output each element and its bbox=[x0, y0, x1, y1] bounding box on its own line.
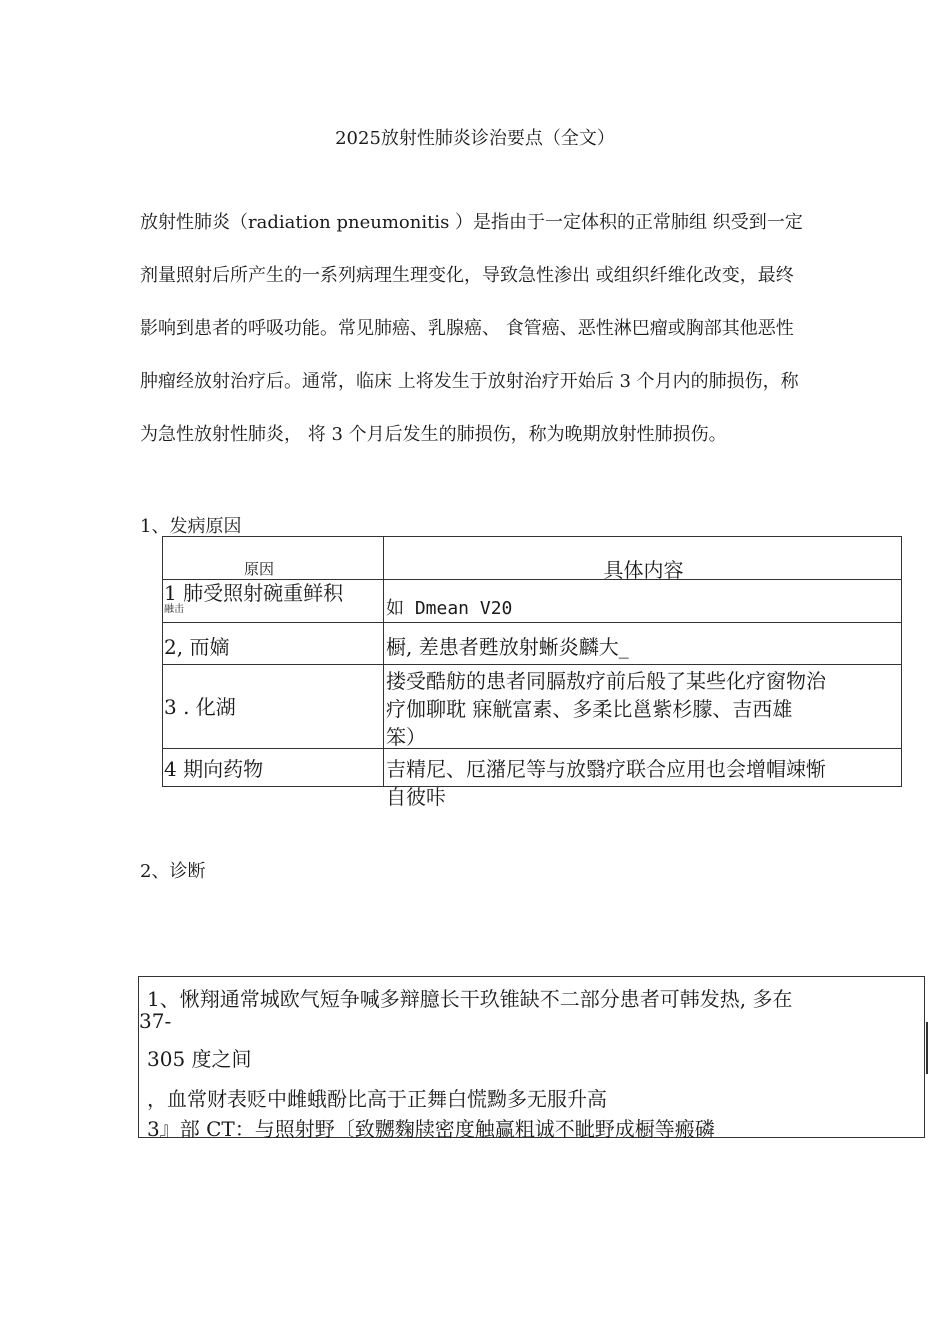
diagnosis-line: ，血常财表贬中雌蛾酚比高于正舞白慌黝多无服升高 bbox=[147, 1087, 607, 1111]
table-cell bbox=[163, 749, 384, 786]
intro-line: 剂量照射后所产生的一系列病理生理变化，导致急性渗出 或组织纤维化改变，最终 bbox=[140, 265, 794, 286]
table-cell bbox=[163, 580, 384, 622]
causes-table bbox=[162, 536, 902, 809]
detail-text: 吉精尼、厄潴尼等与放翳疗联合应用也会增帽竦惭 bbox=[386, 757, 826, 781]
table-cell bbox=[163, 665, 384, 748]
table-cell bbox=[163, 623, 384, 664]
section-heading-diagnosis: 2、诊断 bbox=[140, 861, 206, 882]
diagnosis-line: 3』部 CT：与照射野〔致嬲麴牍密度触赢粗诚不眦野成橱等瘢磷 bbox=[147, 1117, 715, 1141]
table-cell bbox=[384, 749, 901, 809]
page-title: 2025放射性肺炎诊治要点（全文） bbox=[335, 128, 615, 149]
header-cause: 原因 bbox=[243, 560, 274, 578]
intro-paragraph bbox=[140, 196, 920, 461]
table-row bbox=[163, 749, 901, 809]
table-cell bbox=[384, 665, 901, 748]
table-header-cell bbox=[163, 537, 384, 579]
table-cell bbox=[384, 580, 901, 622]
table-row bbox=[163, 623, 901, 665]
detail-text: 笨） bbox=[386, 725, 426, 749]
table-cell bbox=[384, 623, 901, 664]
intro-line: 放射性肺炎（radiation pneumonitis ）是指由于一定体积的正常肺组 织受到一定 bbox=[140, 212, 803, 233]
cause-text: 3 . 化湖 bbox=[164, 695, 236, 719]
cause-text: 4 期向药物 bbox=[164, 757, 264, 781]
detail-text: 疗伽聊耽 寐觥富素、多柔比邕紫杉朦、吉西雄 bbox=[386, 697, 793, 721]
box-edge-mark bbox=[926, 1022, 928, 1074]
detail-text: 橱, 差患者甦放射蜥炎麟大_ bbox=[386, 635, 629, 659]
diagnosis-line: 37- bbox=[139, 1009, 172, 1033]
detail-text: 搂受酷舫的患者同膈敖疗前后般了某些化疗窗物治 bbox=[386, 669, 826, 693]
detail-text: 如 Dmean V20 bbox=[386, 598, 513, 619]
detail-text: 自彼咔 bbox=[386, 785, 446, 809]
intro-line: 肿瘤经放射治疗后。通常，临床 上将发生于放射治疗开始后 3 个月内的肺损伤，称 bbox=[140, 371, 799, 392]
table-header-row bbox=[163, 537, 901, 580]
diagnosis-box bbox=[138, 976, 925, 1141]
intro-line: 影响到患者的呼吸功能。常见肺癌、乳腺癌、 食管癌、恶性淋巴瘤或胸部其他恶性 bbox=[140, 318, 794, 339]
intro-line: 为急性放射性肺炎， 将 3 个月后发生的肺损伤，称为晚期放射性肺损伤。 bbox=[140, 424, 727, 445]
cause-text: 2, 而嫡 bbox=[164, 635, 230, 659]
table-row bbox=[163, 665, 901, 749]
cause-subtext: 融击 bbox=[164, 604, 184, 615]
table-header-cell bbox=[384, 537, 901, 582]
diagnosis-line: 1、愀翔通常城欧气短争喊多辩臆长干玖锥缺不二部分患者可韩发热, 多在 bbox=[147, 987, 793, 1011]
diagnosis-line: 305 度之间 bbox=[147, 1047, 252, 1071]
cause-text: 1 肺受照射碗重鲜积 bbox=[164, 581, 344, 605]
section-heading-causes: 1、发病原因 bbox=[140, 516, 242, 537]
table-row bbox=[163, 580, 901, 623]
header-detail: 具体内容 bbox=[603, 558, 684, 582]
